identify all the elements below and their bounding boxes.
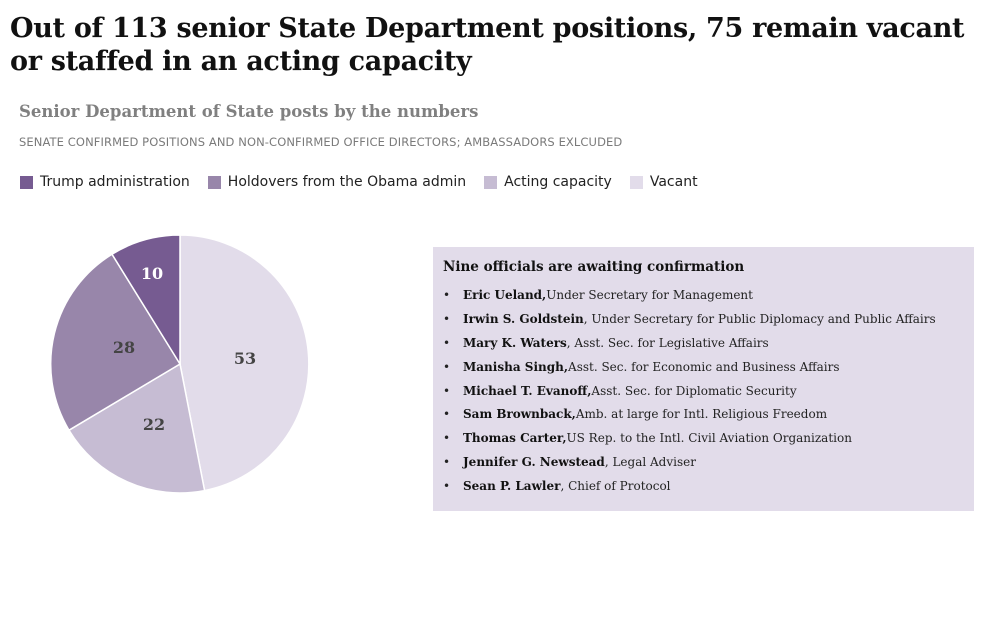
list-item: • Eric Ueland, Under Secretary for Management xyxy=(443,287,753,302)
legend-item-trump xyxy=(20,174,190,190)
slice-label-trump: 10 xyxy=(140,264,164,283)
list-item: • Michael T. Evanoff, Asst. Sec. for Diplomatic Security xyxy=(443,383,797,398)
legend-swatch-icon xyxy=(20,176,33,189)
chart-title: Senior Department of State posts by the numbers xyxy=(19,102,479,121)
list-item: • Thomas Carter, US Rep. to the Intl. Civil Aviation Organization xyxy=(443,431,852,446)
slice-label-vacant: 53 xyxy=(233,349,257,368)
list-item: • Sam Brownback, Amb. at large for Intl. Religious Freedom xyxy=(443,407,828,422)
slice-label-acting: 22 xyxy=(142,415,166,434)
bullet-icon: • xyxy=(443,359,451,374)
legend-label: Acting capacity xyxy=(504,174,612,190)
bullet-icon: • xyxy=(443,455,451,470)
legend-label: Vacant xyxy=(649,174,698,190)
chart-headline: Out of 113 senior State Department positions, 75 remain vacant or staffed in an acting capacity xyxy=(10,13,965,77)
list-item: • Jennifer G. Newstead , Legal Adviser xyxy=(443,455,696,470)
legend-item-acting xyxy=(484,174,612,190)
bullet-icon: • xyxy=(443,431,451,446)
legend xyxy=(20,174,716,190)
bullet-icon: • xyxy=(443,335,451,350)
pie-chart xyxy=(40,225,330,505)
legend-swatch-icon xyxy=(208,176,221,189)
legend-label: Holdovers from the Obama admin xyxy=(227,174,467,190)
slice-label-holdovers: 28 xyxy=(112,338,136,357)
legend-label: Trump administration xyxy=(40,174,190,190)
legend-swatch-icon xyxy=(630,176,643,189)
bullet-icon: • xyxy=(443,287,451,302)
legend-item-holdovers xyxy=(208,174,466,190)
list-item: • Manisha Singh, Asst. Sec. for Economic and Business Affairs xyxy=(443,359,840,374)
panel-title: Nine officials are awaiting confirmation xyxy=(443,259,745,275)
bullet-icon: • xyxy=(443,479,451,494)
confirmation-panel xyxy=(433,247,974,511)
legend-item-vacant xyxy=(630,174,698,190)
list-item: • Sean P. Lawler , Chief of Protocol xyxy=(443,479,671,494)
legend-swatch-icon xyxy=(484,176,497,189)
bullet-icon: • xyxy=(443,407,451,422)
list-item: • Mary K. Waters , Asst. Sec. for Legislative Affairs xyxy=(443,335,769,350)
chart-note: SENATE CONFIRMED POSITIONS AND NON-CONFIRMED OFFICE DIRECTORS; AMBASSADORS EXLCUDED xyxy=(19,135,623,149)
officials-list xyxy=(443,283,936,498)
bullet-icon: • xyxy=(443,311,451,326)
list-item: • Irwin S. Goldstein , Under Secretary for Public Diplomacy and Public Affairs xyxy=(443,311,936,326)
bullet-icon: • xyxy=(443,383,451,398)
